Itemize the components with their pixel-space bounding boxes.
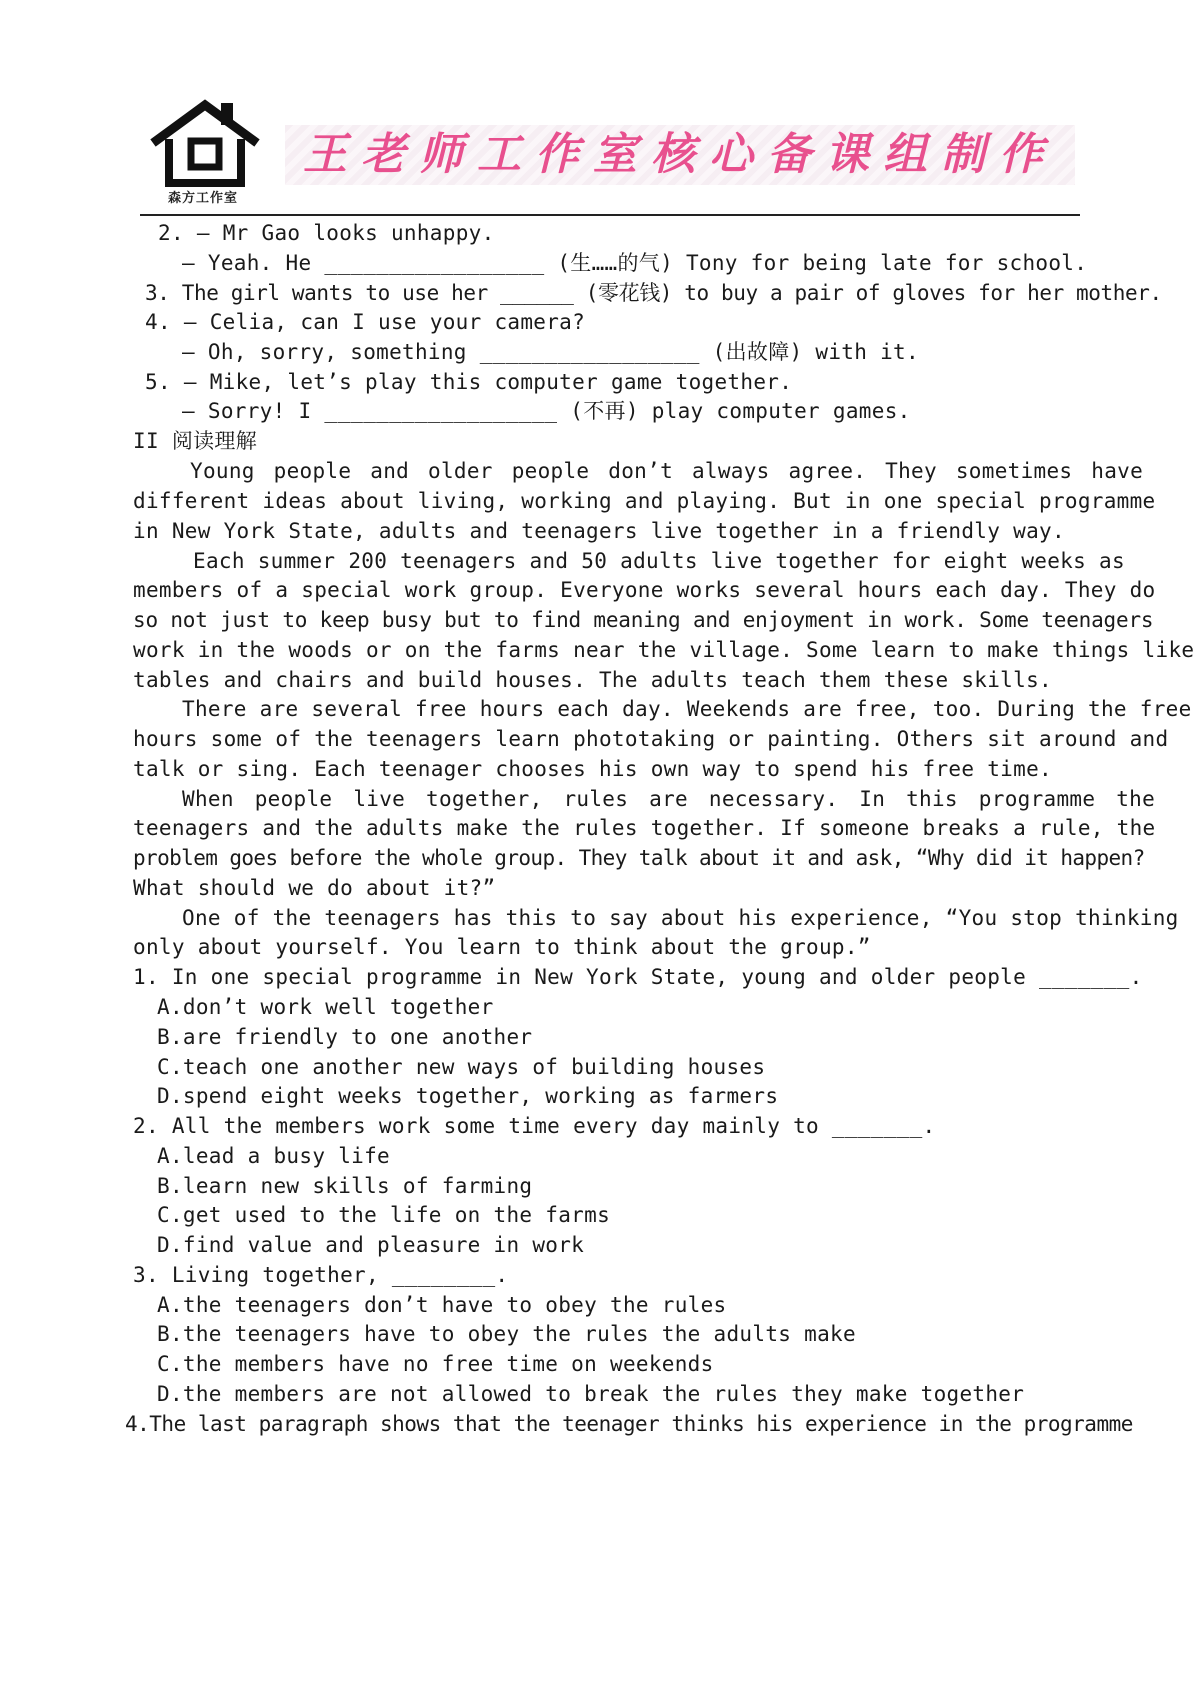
passage-line: tables and chairs and build houses. The adults teach them these skills. (133, 668, 1052, 692)
option-b: B.the teenagers have to obey the rules the adults make (157, 1322, 856, 1346)
passage-line: hours some of the teenagers learn phototaking or painting. Others sit around and (133, 727, 1169, 751)
passage-line: What should we do about it?” (133, 876, 496, 900)
passage-line: members of a special work group. Everyone works several hours each day. They do (133, 578, 1156, 602)
option-a: A.lead a busy life (157, 1144, 390, 1168)
passage-line: There are several free hours each day. Weekends are free, too. During the free (182, 697, 1192, 721)
passage-line: only about yourself. You learn to think about the group.” (133, 935, 871, 959)
option-a: A.don’t work well together (157, 995, 494, 1019)
section-2-title: II 阅读理解 (133, 429, 258, 453)
passage-line: Young people and older people don’t always agree. They sometimes have (190, 459, 1144, 483)
option-c: C.the members have no free time on weekends (157, 1352, 714, 1376)
passage-line: teenagers and the adults make the rules together. If someone breaks a rule, the (133, 816, 1156, 840)
question-stem: 4.The last paragraph shows that the teenager thinks his experience in the programme (125, 1412, 1133, 1436)
question-stem: 2. All the members work some time every day mainly to _______. (133, 1114, 936, 1138)
option-c: C.teach one another new ways of building houses (157, 1055, 766, 1079)
question-stem: 3. Living together, ________. (133, 1263, 509, 1287)
passage-line: Each summer 200 teenagers and 50 adults live together for eight weeks as (193, 549, 1125, 573)
q4-line-2: — Oh, sorry, something _________________ (出故障) with it. (182, 340, 919, 364)
passage-line: talk or sing. Each teenager chooses his own way to spend his free time. (133, 757, 1052, 781)
logo-caption: 森方工作室 (167, 191, 238, 206)
q5-line-2: — Sorry! I __________________ (不再) play computer games. (182, 399, 911, 423)
option-b: B.learn new skills of farming (157, 1174, 533, 1198)
passage-line: When people live together, rules are necessary. In this programme the (182, 787, 1156, 811)
passage-line: One of the teenagers has this to say about his experience, “You stop thinking (182, 906, 1179, 930)
q2-line-1: 2. — Mr Gao looks unhappy. (158, 221, 495, 245)
q2-line-2: — Yeah. He _________________ (生……的气) Tony for being late for school. (182, 251, 1088, 275)
q5-line-1: 5. — Mike, let’s play this computer game together. (145, 370, 793, 394)
page-header (140, 95, 1080, 215)
passage-line: in New York State, adults and teenagers live together in a friendly way. (133, 519, 1065, 543)
option-c: C.get used to the life on the farms (157, 1203, 611, 1227)
passage-line: work in the woods or on the farms near the village. Some learn to make things like (133, 638, 1195, 662)
option-d: D.spend eight weeks together, working as farmers (157, 1084, 779, 1108)
banner (285, 125, 1075, 185)
option-d: D.find value and pleasure in work (157, 1233, 585, 1257)
option-d: D.the members are not allowed to break the rules they make together (157, 1382, 1025, 1406)
question-stem: 1. In one special programme in New York State, young and older people _______. (133, 965, 1143, 989)
passage-line: so not just to keep busy but to find meaning and enjoyment in work. Some teenagers (133, 608, 1154, 632)
header-divider (140, 214, 1080, 216)
option-a: A.the teenagers don’t have to obey the rules (157, 1293, 727, 1317)
option-b: B.are friendly to one another (157, 1025, 533, 1049)
passage-line: problem goes before the whole group. They talk about it and ask, “Why did it happen? (133, 846, 1145, 870)
q3-line: 3. The girl wants to use her ______ (零花钱) to buy a pair of gloves for her mother. (145, 281, 1162, 305)
passage-line: different ideas about living, working and playing. But in one special programme (133, 489, 1156, 513)
q4-line-1: 4. — Celia, can I use your camera? (145, 310, 586, 334)
banner-title: 王老师工作室核心备课组制作 (303, 129, 1057, 180)
